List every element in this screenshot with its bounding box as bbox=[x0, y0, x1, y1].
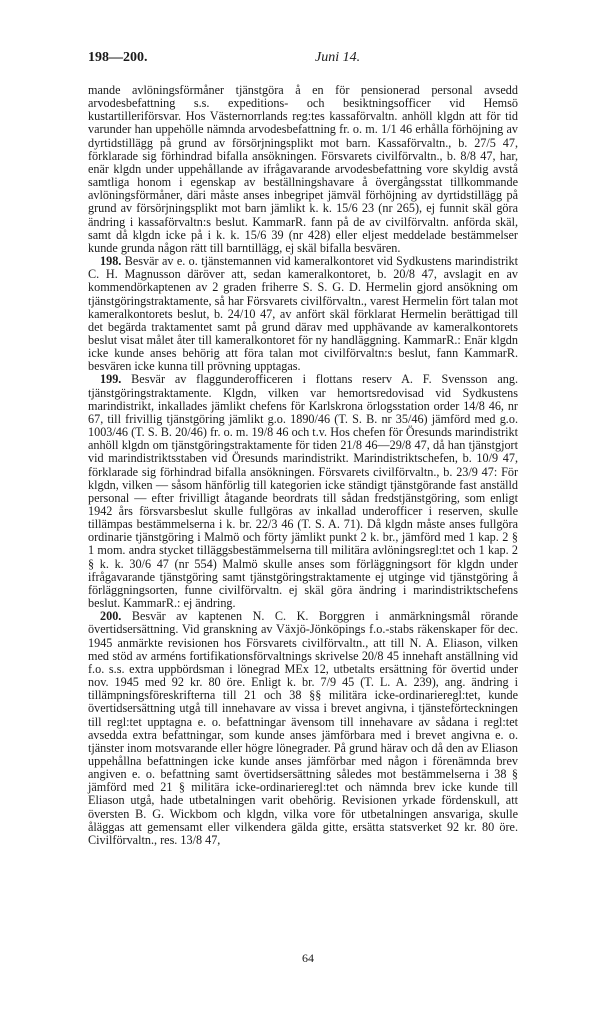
case-number: 199. bbox=[100, 372, 122, 387]
case-number: 200. bbox=[100, 609, 122, 624]
page-number: 64 bbox=[302, 951, 314, 965]
paragraph-text: Besvär av e. o. tjänstemannen vid kameralkontoret vid Sydkustens marindistrikt C. H. Magnusson däröver att, sedan kameralkontoret, b. 20/8 47, avslagit en av kommendörkaptenen av 2 graden friherre S. S. G. D. Hermelin gjord ansökning om tjänstgöringstraktamente, så har Försvarets civilförvaltn., varest Hermelin fört talan mot kameralkontorets beslut, b. 24/10 47, av anfört skäl förklarat Hermelin berättigad till det begärda traktamentet samt på grund därav med upphävande av kameralkontorets beslut visat målet åter till kameralkontoret för ny handläggning. KammarR.: Enär klgdn icke kunde anses behörig att föra talan mot civilförvaltn:s beslut, fann KammarR. besvären icke kunna till prövning upptagas. bbox=[88, 254, 518, 374]
paragraph-198 bbox=[88, 255, 518, 373]
paragraph-199 bbox=[88, 373, 518, 610]
paragraph-text: Besvär av kaptenen N. C. K. Borggren i anmärkningsmål rörande övertidsersättning. Vid granskning av Växjö-Jönköpings f.o.-stabs räkenskaper för dec. 1945 anmärkte revisionen hos Försvarets civilförvaltn., att till N. A. Eliason, vilken med stöd av arméns fortifikationsförvaltnings skrivelse 20/8 45 innehaft anställning vid f.o. s.s. extra uppbördsman i lönegrad MEx 12, utbetalts ersättning för övertid under nov. 1945 med 92 kr. 80 öre. Enligt k. br. 7/9 45 (T. L. A. 239), ang. ändring i tillämpningsföreskrifterna till 21 och 38 §§ militära icke-ordinarieregl:tet, kunde övertidsersättning utgå till innehavare av vissa i brevet angivna, i tjänsteförteckningen till regl:tet upptagna e. o. befattningar ävensom till innehavare av sådana i regl:tet avsedda extra befattningar, som kunde anses jämförbara med i brevet angivna e. o. tjänster inom motsvarande eller högre lönegrader. På grund härav och då den av Eliason uppehållna befattningen icke kunde anses jämförbar med någon i förenämnda brev angiven e. o. befattning samt övertidsersättning således mot bestämmelserna i 38 § jämförd med 21 § militära icke-ordinarieregl:tet och nämnda brev icke kunde till Eliason utgå, hade utbetalningen varit obehörig. Revisionen yrkade fördenskull, att översten B. G. Wickbom och klgdn, vilka vore för utbetalningen ansvariga, skulle åläggas att gemensamt eller vilkendera gälda gitte, ersätta statsverket 92 kr. 80 öre. Civilförvaltn., res. 13/8 47, bbox=[88, 609, 518, 847]
paragraph-200 bbox=[88, 610, 518, 847]
paragraph-text: Besvär av flaggunderofficeren i flottans reserv A. F. Svensson ang. tjänstgöringstraktamente. Klgdn, vilken var hemortsredovisad vid Sydkustens marindistrikt, inkallades jämlikt chefens för Karlskrona örlogsstation order 14/8 46, nr 67, till frivillig tjänstgöring jämlikt g.o. 1890/46 (T. S. B. nr 35/46) jämförd med g.o. 1003/46 (T. S. B. 20/46) fr. o. m. 19/8 46 och t.v. Hos chefen för Öresunds marindistrikt anhöll klgdn om tjänstgöringstraktamente för tiden 21/8 46—29/8 47, då han tjänstgjort vid marindistriktsstaben vid Öresunds marindistrikt. Marindistriktschefen, b. 10/9 47, förklarade sig förhindrad bifalla ansökningen. Försvarets civilförvaltn., b. 23/9 47: För klgdn, vilken — såsom hänförlig till kategorien icke ständigt tjänstgörande fast anställd personal — efter frivilligt åtagande beordrats till sådan fredstjänstgöring, som enligt 1942 års försvarsbeslut skulle fullgöras av inkallad underofficer i reserven, skulle tillämpas bestämmelserna i k. br. 22/3 46 (T. S. A. 71). Då klgdn måste anses fullgöra ordinarie tjänstgöring i Malmö och förty jämlikt punkt 2 k. br., jämförd med 1 kap. 2 § 1 mom. andra stycket tilläggsbestämmelserna till militära avlöningsregl:tet och 1 kap. 2 § k. k. 30/6 47 (nr 554) Malmö skulle anses som förläggningsort för klgdn under ifrågavarande tjänstgöring samt tjänstgöringstraktamente ej utginge vid tjänstgöring å förläggningsorten, funne civilförvaltn. ej skäl göra ändring i marindistriktschefens beslut. KammarR.: ej ändring. bbox=[88, 372, 519, 611]
running-header bbox=[88, 50, 518, 70]
body-text bbox=[88, 84, 518, 847]
paragraph-continued bbox=[88, 84, 518, 255]
header-date: Juni 14. bbox=[315, 50, 361, 65]
case-number: 198. bbox=[100, 254, 122, 269]
paragraph-text: mande avlöningsförmåner tjänstgöra å en för pensionerad personal avsedd arvodesbefattning s.s. expeditions- och besiktningsofficer vid Hemsö kustartilleriförsvar. Hos Västernorrlands reg:tes kassaförvaltn. anhöll klgdn att för tid varunder han uppehölle nämnda arvodesbefattning fr. o. m. 1/1 46 erhålla förhöjning av dyrtidstillägg på grund av försörjningsplikt mot barn. Kassaförvaltn., b. 27/5 47, förklarade sig förhindrad bifalla ansökningen. Försvarets civilförvaltn., b. 8/8 47, har, enär klgdn under uppehållande av ifrågavarande arvodesbefattning vore skyldig avstå samtliga honom i egenskap av beställningshavare å övergångsstat tillkommande avlöningsförmåner, däri måste anses inbegripet jämväl förhöjning av dyrtidstillägg på grund av försörjningsplikt mot barn jämlikt k. k. 15/6 23 (nr 265), ej funnit skäl göra ändring i kassaförvaltn:s beslut. KammarR. fann på de av civilförvaltn. anförda skäl, samt då klgdn icke på i k. k. 15/6 39 (nr 428) eller eljest meddelade bestämmelser kunde grunda någon rätt till barntillägg, ej skäl bifalla besvären. bbox=[88, 83, 518, 255]
case-range: 198—200. bbox=[88, 50, 148, 65]
